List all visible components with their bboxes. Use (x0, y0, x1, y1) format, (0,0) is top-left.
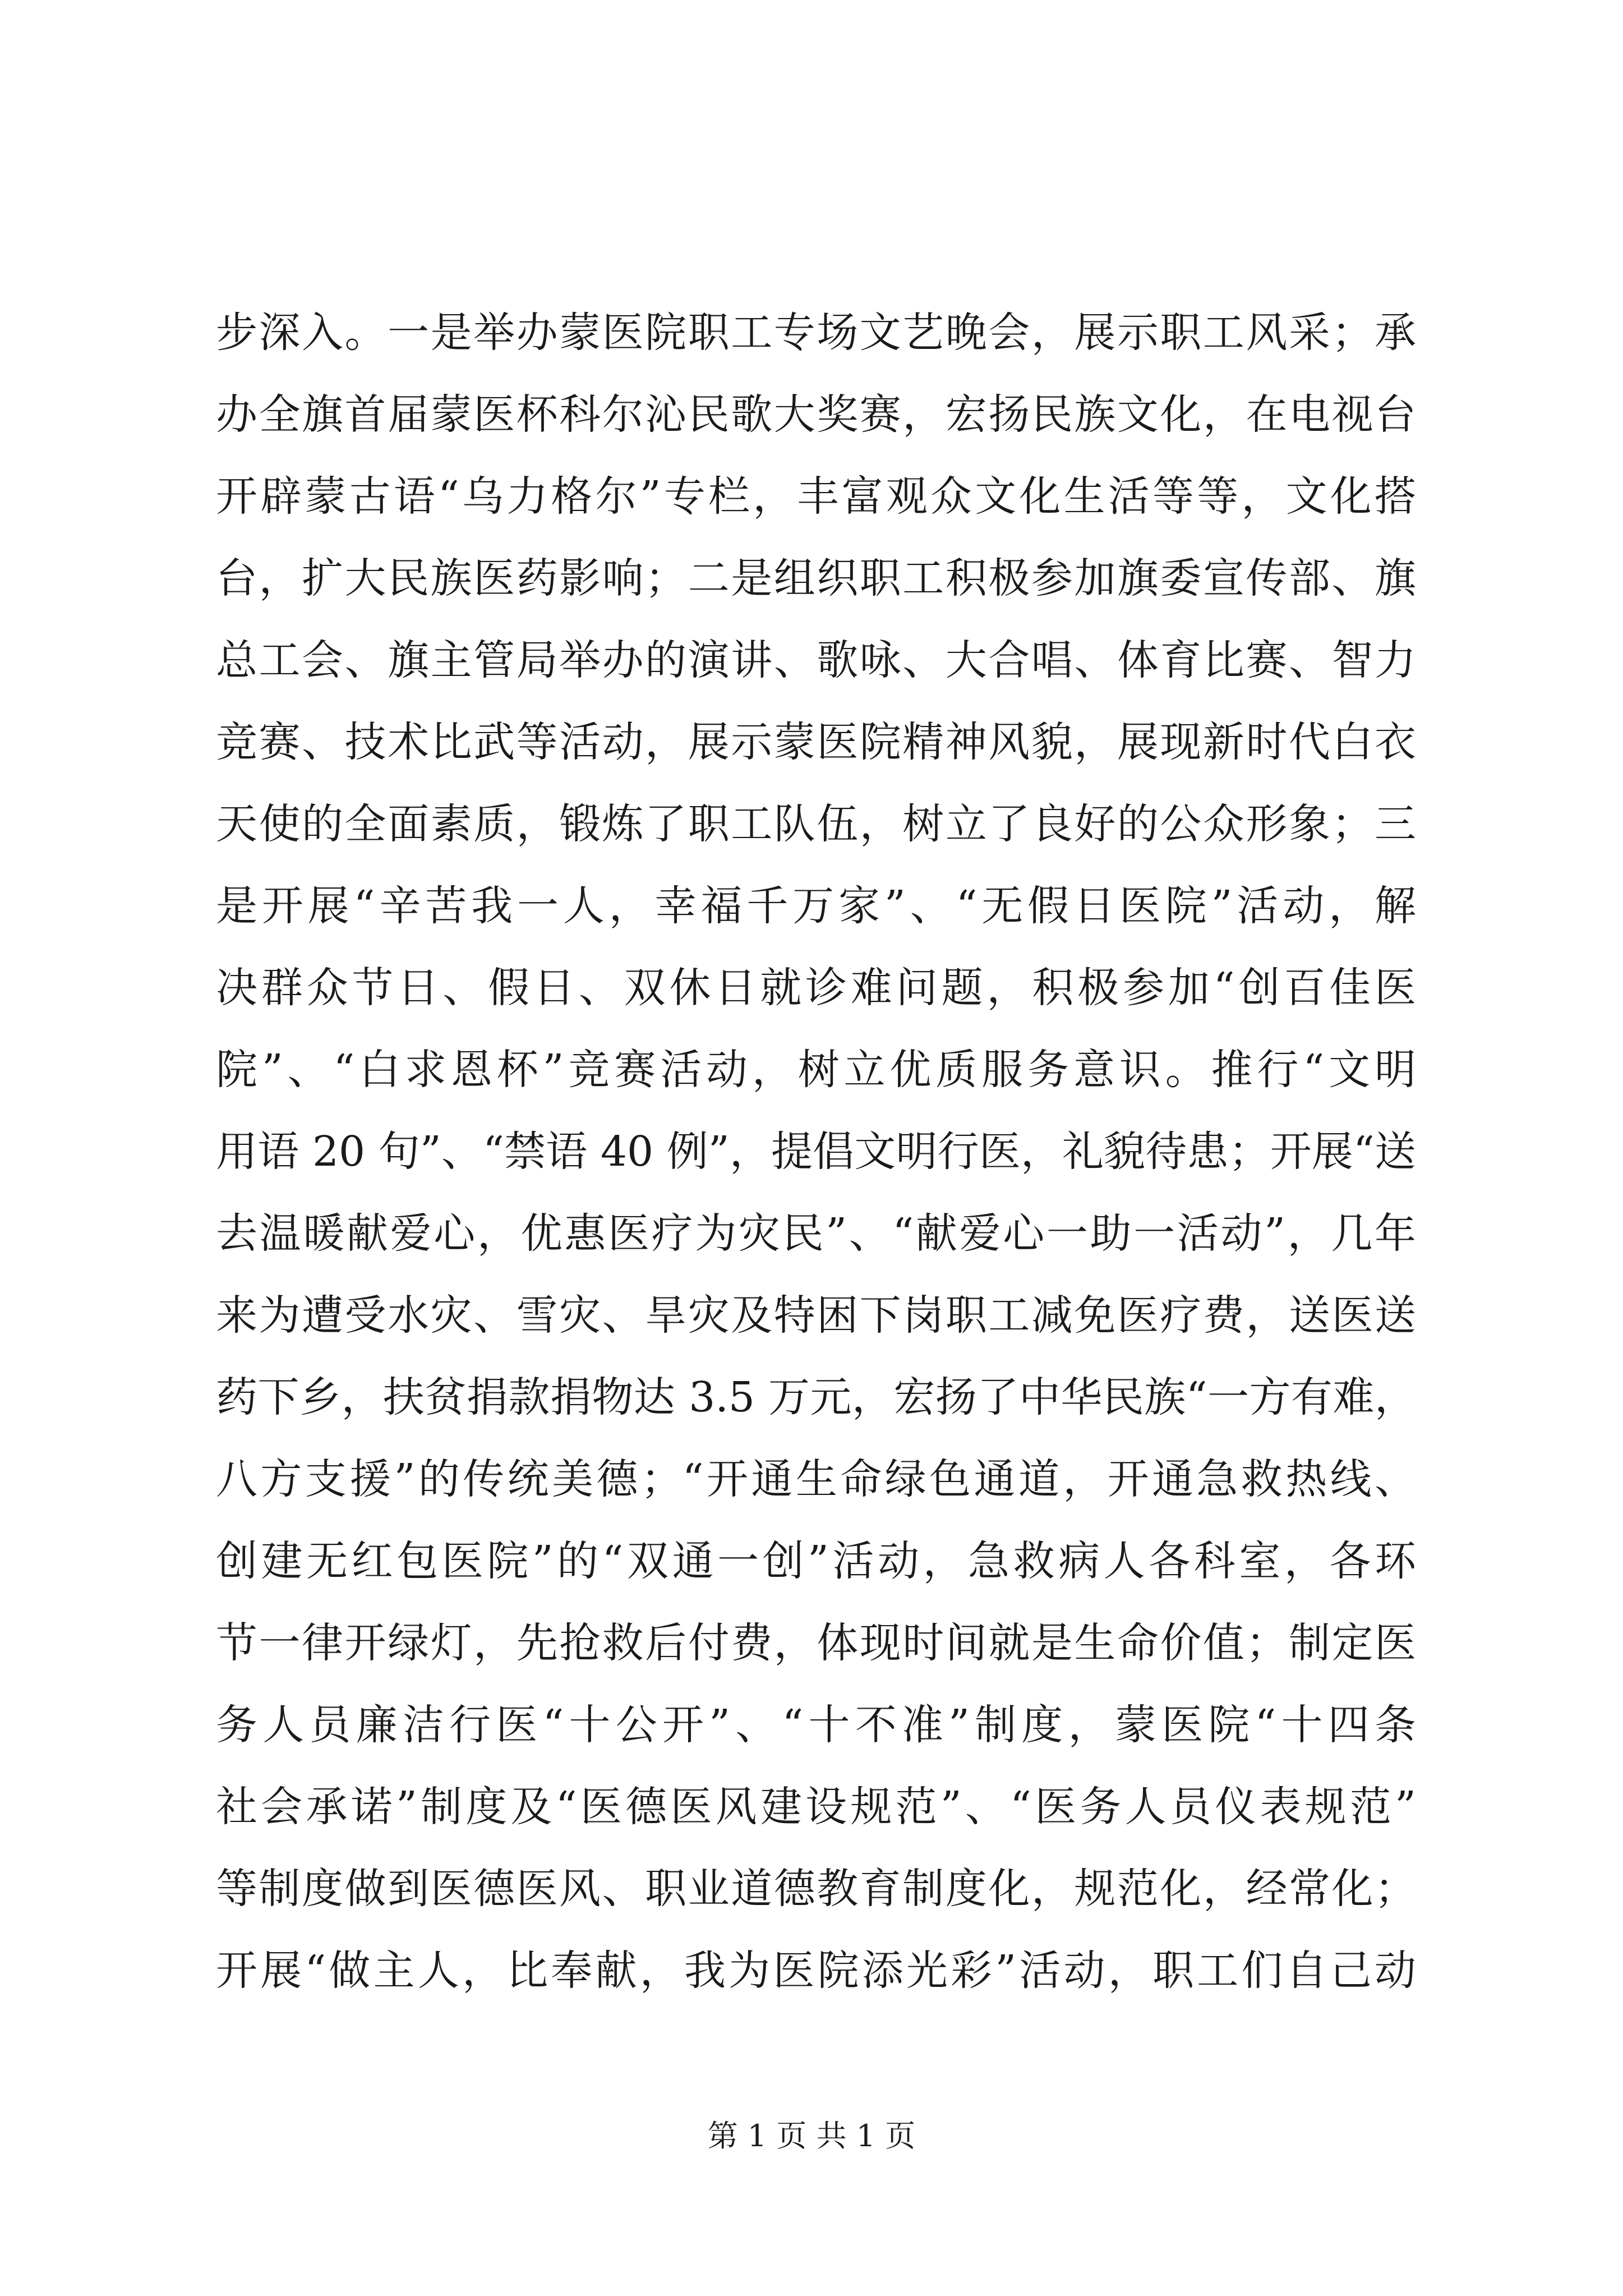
text-line: 创建无红包医院”的“双通一创”活动，急救病人各科室，各环 (216, 1537, 1416, 1585)
text-line: 务人员廉洁行医“十公开”、“十不准”制度，蒙医院“十四条 (216, 1701, 1416, 1749)
text-line: 药下乡，扶贫捐款捐物达 3.5 万元，宏扬了中华民族“一方有难， (216, 1373, 1416, 1421)
text-line: 天使的全面素质，锻炼了职工队伍，树立了良好的公众形象；三 (216, 800, 1416, 848)
text-line: 来为遭受水灾、雪灾、旱灾及特困下岗职工减免医疗费，送医送 (216, 1291, 1416, 1340)
text-line: 节一律开绿灯，先抢救后付费，体现时间就是生命价值；制定医 (216, 1619, 1416, 1667)
text-line: 办全旗首届蒙医杯科尔沁民歌大奖赛，宏扬民族文化，在电视台 (216, 390, 1416, 439)
text-line: 竞赛、技术比武等活动，展示蒙医院精神风貌，展现新时代白衣 (216, 718, 1416, 766)
text-line: 是开展“辛苦我一人，幸福千万家”、“无假日医院”活动，解 (216, 882, 1416, 930)
text-line: 用语 20 句”、“禁语 40 例”，提倡文明行医，礼貌待患；开展“送 (216, 1128, 1416, 1176)
text-line: 总工会、旗主管局举办的演讲、歌咏、大合唱、体育比赛、智力 (216, 636, 1416, 684)
text-line: 等制度做到医德医风、职业道德教育制度化，规范化，经常化； (216, 1865, 1416, 1913)
text-line: 院”、“白求恩杯”竞赛活动，树立优质服务意识。推行“文明 (216, 1046, 1416, 1094)
text-line: 社会承诺”制度及“医德医风建设规范”、“医务人员仪表规范” (216, 1783, 1416, 1831)
text-line: 决群众节日、假日、双休日就诊难问题，积极参加“创百佳医 (216, 964, 1416, 1012)
text-line: 八方支援”的传统美德；“开通生命绿色通道，开通急救热线、 (216, 1455, 1416, 1503)
body-paragraph (216, 292, 1416, 2012)
page-footer: 第 1 页 共 1 页 (707, 2118, 916, 2154)
text-line: 去温暖献爱心，优惠医疗为灾民”、“献爱心一助一活动”，几年 (216, 1209, 1416, 1258)
text-line: 台，扩大民族医药影响；二是组织职工积极参加旗委宣传部、旗 (216, 554, 1416, 602)
text-line: 开展“做主人，比奉献，我为医院添光彩”活动，职工们自己动 (216, 1947, 1416, 1995)
text-line: 步深入。一是举办蒙医院职工专场文艺晚会，展示职工风采；承 (216, 309, 1416, 357)
text-line: 开辟蒙古语“乌力格尔”专栏，丰富观众文化生活等等，文化搭 (216, 472, 1416, 521)
